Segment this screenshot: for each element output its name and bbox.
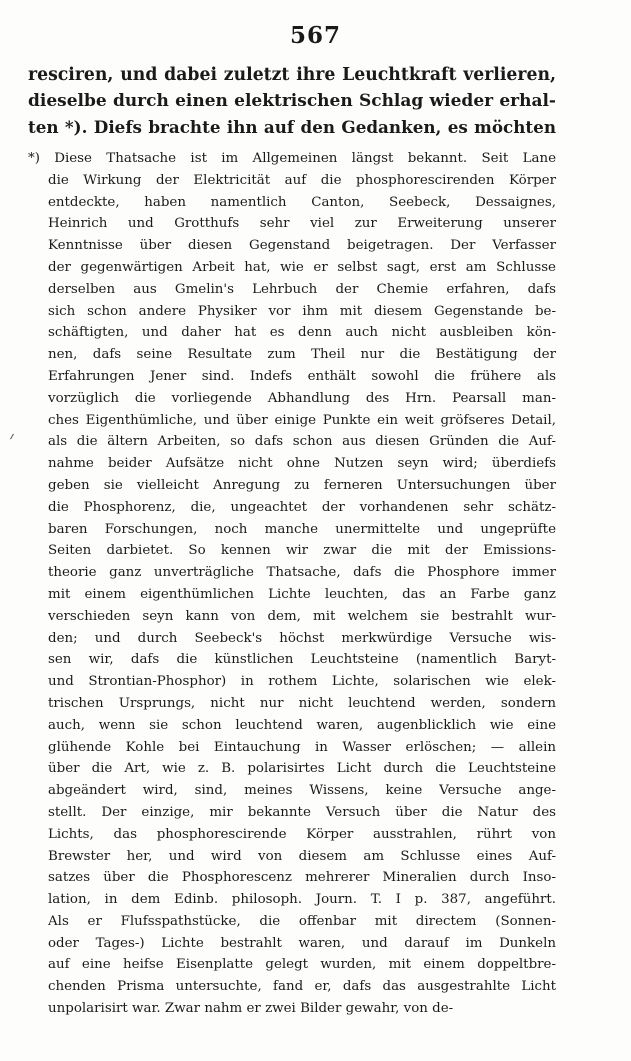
- footnote-line: den; und durch Seebeck's höchst merkwürdige Versuche wis-: [48, 630, 556, 646]
- page-number: 567: [289, 22, 341, 49]
- footnote-line: Erfahrungen Jener sind. Indefs enthält sowohl die frühere als: [48, 368, 556, 384]
- footnote-line: mit einem eigenthümlichen Lichte leuchten, das an Farbe ganz: [48, 586, 556, 602]
- footnote-line: chenden Prisma untersuchte, fand er, dafs das ausgestrahlte Licht: [48, 979, 556, 995]
- footnote-line: Kenntnisse über diesen Gegenstand beigetragen. Der Verfasser: [48, 238, 556, 254]
- footnote-line: ches Eigenthümliche, und über einige Punkte ein weit gröfseres Detail,: [48, 412, 556, 428]
- footnote-line: geben sie vielleicht Anregung zu ferneren Untersuchungen über: [48, 477, 556, 493]
- footnote-line: der gegenwärtigen Arbeit hat, wie er selbst sagt, erst am Schlusse: [48, 259, 556, 275]
- footnote-line: auch, wenn sie schon leuchtend waren, augenblicklich wie eine: [48, 717, 556, 733]
- footnote-line: glühende Kohle bei Eintauchung in Wasser erlöschen; — allein: [48, 739, 556, 755]
- footnote-line: Seiten darbietet. So kennen wir zwar die mit der Emissions-: [48, 543, 556, 559]
- footnote-line: satzes über die Phosphorescenz mehrerer Mineralien durch Inso-: [48, 870, 556, 886]
- footnote-line: über die Art, wie z. B. polarisirtes Licht durch die Leuchtsteine: [48, 761, 556, 777]
- main-line: dieselbe durch einen elektrischen Schlag wieder erhal-: [28, 91, 556, 111]
- footnote-line: baren Forschungen, noch manche unermittelte und ungeprüfte: [48, 521, 556, 537]
- footnote-line: theorie ganz unverträgliche Thatsache, dafs die Phosphore immer: [48, 565, 556, 581]
- footnote-line: unpolarisirt war. Zwar nahm er zwei Bilder gewahr, von de-: [48, 1001, 454, 1017]
- footnote-line: Als er Flufsspathstücke, die offenbar mit directem (Sonnen-: [48, 913, 556, 929]
- footnote-line: schäftigten, und daher hat es denn auch nicht ausbleiben kön-: [48, 325, 556, 341]
- margin-mark: [10, 434, 14, 440]
- footnote-line: trischen Ursprungs, nicht nur nicht leuchtend werden, sondern: [48, 695, 556, 711]
- footnote-line: entdeckte, haben namentlich Canton, Seebeck, Dessaignes,: [48, 194, 556, 210]
- footnote-line: Lichts, das phosphorescirende Körper ausstrahlen, rührt von: [48, 826, 556, 842]
- footnote-line: derselben aus Gmelin's Lehrbuch der Chemie erfahren, dafs: [48, 281, 556, 297]
- footnote-line: stellt. Der einzige, mir bekannte Versuch über die Natur des: [48, 804, 556, 820]
- footnote-line: nen, dafs seine Resultate zum Theil nur die Bestätigung der: [48, 347, 556, 363]
- footnote-line: lation, in dem Edinb. philosoph. Journ. T. I p. 387, angeführt.: [48, 892, 556, 908]
- footnote-line: auf eine heifse Eisenplatte gelegt wurden, mit einem doppeltbre-: [48, 957, 556, 973]
- footnote-line: verschieden seyn kann von dem, mit welchem sie bestrahlt wur-: [48, 608, 556, 624]
- footnote-line: Brewster her, und wird von diesem am Schlusse eines Auf-: [48, 848, 556, 864]
- footnote-line: *) Diese Thatsache ist im Allgemeinen längst bekannt. Seit Lane: [28, 151, 556, 166]
- footnote: [28, 148, 556, 1020]
- footnote-line: die Wirkung der Elektricität auf die phosphorescirenden Körper: [48, 172, 556, 188]
- main-text: [28, 62, 556, 140]
- footnote-line: vorzüglich die vorliegende Abhandlung des Hrn. Pearsall man-: [48, 390, 556, 406]
- main-line: resciren, und dabei zuletzt ihre Leuchtkraft verlieren,: [28, 65, 556, 85]
- footnote-line: sich schon andere Physiker vor ihm mit diesem Gegenstande be-: [48, 303, 556, 319]
- footnote-line: die Phosphorenz, die, ungeachtet der vorhandenen sehr schätz-: [48, 499, 556, 515]
- footnote-line: abgeändert wird, sind, meines Wissens, keine Versuche ange-: [48, 783, 556, 799]
- main-line: ten *). Diefs brachte ihn auf den Gedanken, es möchten: [28, 117, 556, 137]
- footnote-line: Heinrich und Grotthufs sehr viel zur Erweiterung unserer: [48, 216, 556, 232]
- footnote-line: als die ältern Arbeiten, so dafs schon aus diesen Gründen die Auf-: [48, 434, 556, 450]
- footnote-line: oder Tages-) Lichte bestrahlt waren, und darauf im Dunkeln: [48, 935, 556, 951]
- footnote-line: und Strontian-Phosphor) in rothem Lichte, solarischen wie elek-: [48, 674, 556, 690]
- footnote-line: sen wir, dafs die künstlichen Leuchtsteine (namentlich Baryt-: [48, 652, 556, 668]
- footnote-line: nahme beider Aufsätze nicht ohne Nutzen seyn wird; überdiefs: [48, 456, 556, 472]
